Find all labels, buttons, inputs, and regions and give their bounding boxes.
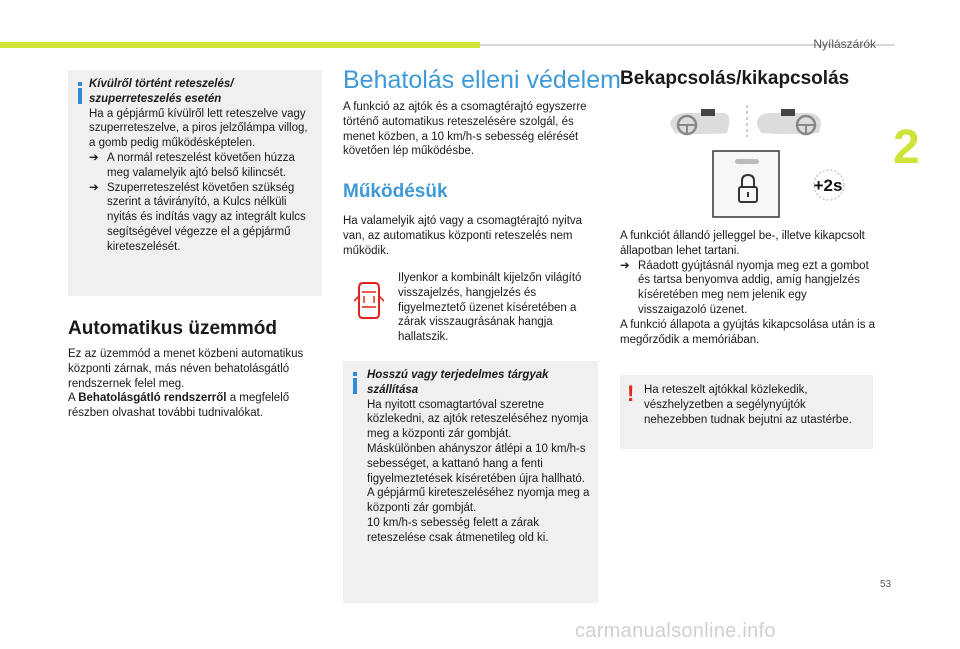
anti-intrusion-text: A funkció az ajtók és a csomagtérajtó egyszerre történő automatikus reteszelésére szolgál, és menet közben, a 10 km/h-s sebesség elérését követően lép működésbe. [343, 101, 587, 158]
arrow-icon: ➔ [620, 259, 630, 272]
warning-text: Ha reteszelt ajtókkal közlekedik, vészhelyzetben a segélynyújtók nehezebben tudnak bejutni az utastérbe. [644, 384, 852, 426]
automatic-mode-text: Ez az üzemmód a menet közbeni automatikus központi zárnak, más néven behatolásgátló rendszernek felel meg. A Behatolásgátló rendszerről a megfelelő részben olvashat további tudnivalókat. [68, 348, 304, 420]
heading-operation: Működésük [343, 181, 448, 202]
info-icon [353, 378, 357, 394]
info-box-body: Máskülönben ahányszor átlépi a 10 km/h-s sebességet, a kattanó hang a fenti figyelmeztetések kíséretében újra hallható. [367, 442, 586, 485]
warning-light-text: Ilyenkor a kombinált kijelzőn világító visszajelzés, hangjelzés és figyelmeztető üzenet kíséretében a zárak visszaugrásának hangja hallatszik. [398, 272, 582, 344]
arrow-icon: ➔ [89, 181, 99, 194]
heading-on-off: Bekapcsolás/kikapcsolás [620, 68, 850, 89]
heading-automatic-mode: Automatikus üzemmód [68, 318, 278, 339]
info-box-text [89, 77, 317, 255]
open-door-warning-icon [354, 280, 384, 320]
info-box-intro: Ha a gépjármű kívülről lett reteszelve vagy szuperreteszelve, a piros jelzőlámpa villog, a gomb pedig működésképtelen. [89, 107, 308, 150]
on-off-text: A funkciót állandó jelleggel be-, illetve kikapcsolt állapotban lehet tartani. ➔ Ráadott gyújtásnál nyomja meg ezt a gombot és tartsa benyomva addig, amíg hangjelzés kíséretében meg nem jelenik egy visszaigazoló üzenet. A funkció állapota a gyújtás kikapcsolása után is a megőrződik a memóriában. [620, 229, 878, 347]
info-box-bullet: ➔ Szuperreteszelést követően szükség szerint a távirányító, a Kulcs nélküli nyitás és indítás vagy az integrált kulcs segítségével végezze el a gépjármű kireteszelését. [89, 181, 306, 253]
door-lock-button-illustration [665, 103, 865, 221]
warning-icon: ! [627, 381, 635, 406]
info-box-title: Hosszú vagy terjedelmes tárgyak szállítása [367, 369, 549, 396]
info-box-text [367, 368, 593, 546]
hold-duration-label: +2s [813, 176, 843, 195]
header-accent-bar [0, 42, 480, 48]
info-icon [78, 88, 82, 104]
info-box-bullet: ➔ A normál reteszelést követően húzza meg valamelyik ajtó belső kilincsét. [89, 151, 295, 179]
info-box-body: 10 km/h-s sebesség felett a zárak reteszelése csak átmenetileg old ki. [367, 516, 549, 544]
arrow-icon: ➔ [89, 151, 99, 164]
info-box-body: Ha nyitott csomagtartóval szeretne közlekedni, az ajtók reteszeléséhez nyomja meg a központi zár gombját. [367, 398, 589, 441]
section-title: Nyílászárók [813, 37, 876, 51]
heading-anti-intrusion: Behatolás elleni védelem [343, 66, 621, 94]
on-off-bullet: ➔ Ráadott gyújtásnál nyomja meg ezt a gombot és tartsa benyomva addig, amíg hangjelzés kíséretében meg nem jelenik egy visszaigazoló üzenet. [620, 259, 869, 316]
chapter-number: 2 [893, 121, 920, 174]
operation-text: Ha valamelyik ajtó vagy a csomagtérajtó nyitva van, az automatikus központi reteszelés nem működik. [343, 215, 583, 257]
info-box-body: A gépjármű kireteszeléséhez nyomja meg a központi zár gombját. [367, 487, 590, 515]
info-box-title: Kívülről történt reteszelés/ szuperreteszelés esetén [89, 78, 234, 105]
page-number: 53 [880, 579, 892, 590]
watermark: carmanualsonline.info [575, 620, 776, 642]
